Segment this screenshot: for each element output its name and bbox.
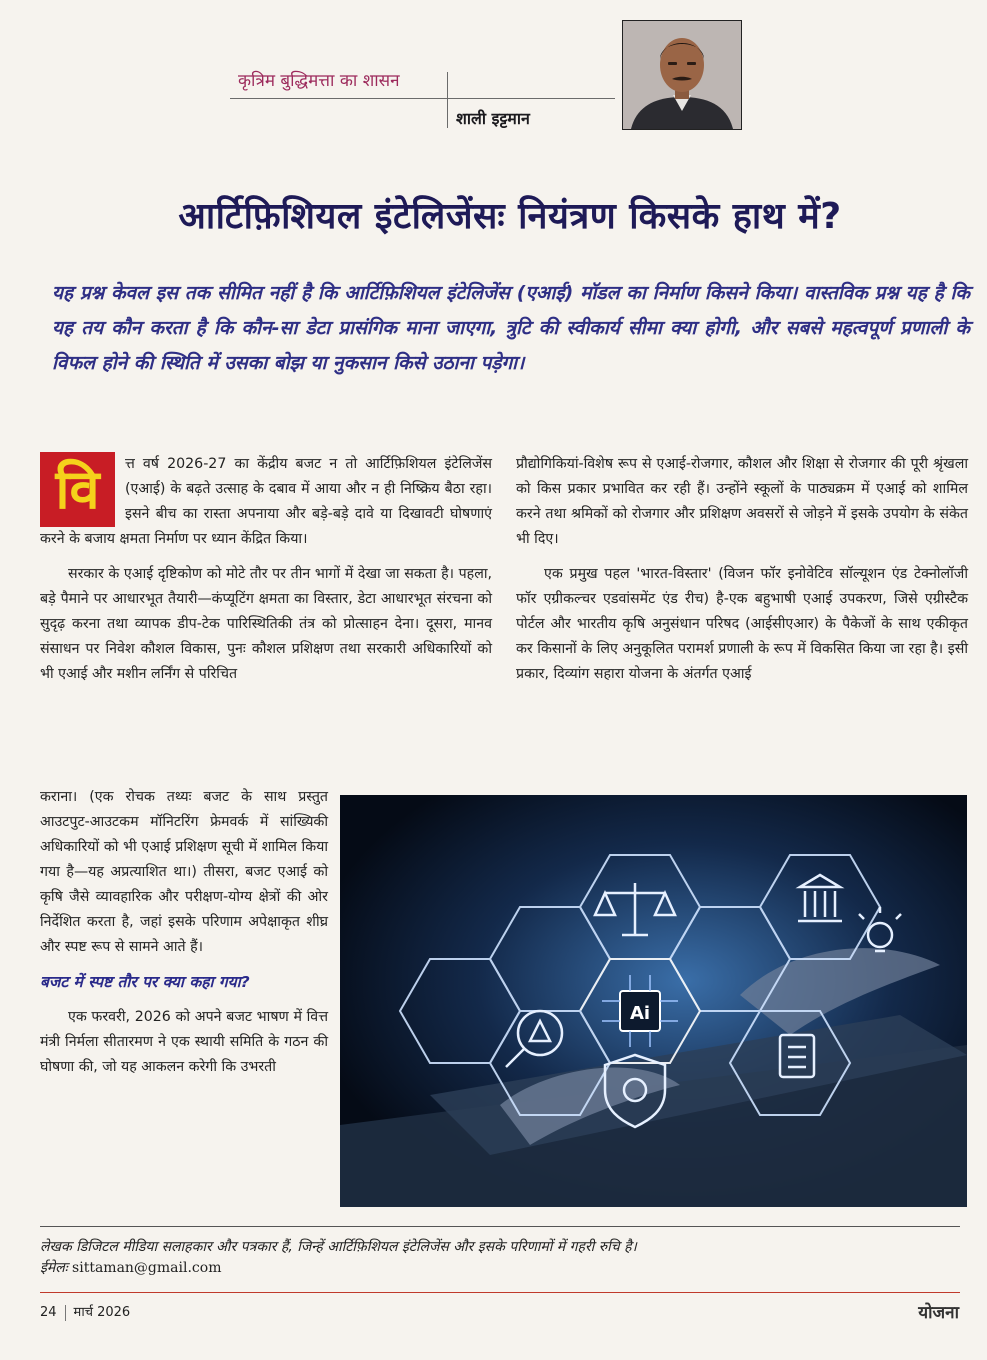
paragraph-2-continued: कराना। (एक रोचक तथ्यः बजट के साथ प्रस्तुत आउटपुट-आउटकम मॉनिटरिंग फ्रेमवर्क में सांख्यिकी अधिकारियों को भी एआई प्रशिक्षण सूची में शामिल किया गया है—यह अप्रत्याशित था।) तीसरा, बजट एआई को कृषि जैसे व्यावहारिक और परीक्षण-योग्य क्षेत्रों की ओर निर्देशित करता है, जहां इसके परिणाम अपेक्षाकृत शीघ्र और स्पष्ट रूप से सामने आते हैं। bbox=[40, 789, 328, 955]
author-photo bbox=[622, 20, 742, 130]
section-subheading: बजट में स्पष्ट तौर पर क्या कहा गया? bbox=[40, 973, 250, 991]
article-headline: आर्टिफ़िशियल इंटेलिजेंसः नियंत्रण किसके हाथ में? bbox=[178, 196, 842, 237]
ai-chip-label: Ai bbox=[629, 1003, 651, 1024]
article-standfirst: यह प्रश्न केवल इस तक सीमित नहीं है कि आर्टिफ़िशियल इंटेलिजेंस (एआई) मॉडल का निर्माण किसने किया। वास्तविक प्रश्न यह है कि यह तय कौन करता है कि कौन-सा डेटा प्रासंगिक माना जाएगा, त्रुटि की स्वीकार्य सीमा क्या होगी, और सबसे महत्वपूर्ण प्रणाली के विफल होने की स्थिति में उसका बोझ या नुकसान किसे उठाना पड़ेगा। bbox=[52, 282, 970, 374]
header-divider bbox=[230, 98, 615, 99]
author-bio: लेखक डिजिटल मीडिया सलाहकार और पत्रकार हैं, जिन्हें आर्टिफ़िशियल इंटेलिजेंस और इसके परिणामों में गहरी रुचि है। bbox=[40, 1239, 637, 1255]
footer-divider bbox=[40, 1292, 960, 1293]
paragraph-1 bbox=[40, 452, 492, 552]
right-column bbox=[516, 452, 968, 697]
bio-divider bbox=[40, 1226, 960, 1227]
magazine-name: योजना bbox=[918, 1303, 959, 1323]
header-vertical-divider bbox=[447, 72, 448, 128]
paragraph-2: सरकार के एआई दृष्टिकोण को मोटे तौर पर तीन भागों में देखा जा सकता है। पहला, बड़े पैमाने पर आधारभूत तैयारी—कंप्यूटिंग क्षमता का विस्तार, डेटा आधारभूत संरचना को सुदृढ़ करना तथा व्यापक डीप-टेक पारिस्थितिकी तंत्र को प्रोत्साहन देना। दूसरा, मानव संसाधन पर निवेश कौशल विकास, पुनः कौशल प्रशिक्षण तथा सरकारी अधिकारियों को भी एआई और मशीन लर्निंग से परिचित bbox=[40, 566, 492, 682]
page-number: 24 bbox=[40, 1305, 57, 1320]
left-column bbox=[40, 452, 492, 697]
page-footer bbox=[40, 1302, 130, 1321]
author-portrait-icon bbox=[623, 21, 741, 129]
paragraph-3: एक फरवरी, 2026 को अपने बजट भाषण में वित्त मंत्री निर्मला सीतारमण ने एक स्थायी समिति के गठन की घोषणा की, जो यह आकलन करेगी कि उभरती bbox=[40, 1009, 328, 1075]
email-label: ईमेलः bbox=[40, 1260, 68, 1276]
dropcap: वि bbox=[40, 452, 115, 527]
right-paragraph-2: एक प्रमुख पहल 'भारत-विस्तार' (विजन फॉर इनोवेटिव सॉल्यूशन एंड टेक्नोलॉजी फॉर एग्रीकल्चर एडवांसमेंट एंड रीच) है-एक बहुभाषी एआई उपकरण, जिसे एग्रीस्टैक पोर्टल और भारतीय कृषि अनुसंधान परिषद (आईसीएआर) के पैकेजों के साथ एकीकृत कर किसानों के लिए अनुकूलित परामर्श प्रणाली के रूप में विकसित किया जा रहा है। इसी प्रकार, दिव्यांग सहारा योजना के अंतर्गत एआई bbox=[516, 566, 968, 682]
issue-date: मार्च 2026 bbox=[73, 1305, 131, 1320]
paragraph-1-text: त्त वर्ष 2026-27 का केंद्रीय बजट न तो आर्टिफ़िशियल इंटेलिजेंस (एआई) के बढ़ते उत्साह के दबाव में आया और न ही निष्क्रिय बैठा रहा। इसने बीच का रास्ता अपनाया और बड़े-बड़े दावे या दिखावटी घोषणाएं करने के बजाय क्षमता निर्माण पर ध्यान केंद्रित किया। bbox=[40, 456, 492, 547]
ai-illustration bbox=[340, 795, 967, 1207]
footer-separator bbox=[65, 1305, 66, 1321]
author-email bbox=[40, 1258, 221, 1277]
email-link[interactable]: sittaman@gmail.com bbox=[72, 1260, 222, 1276]
right-paragraph-1: प्रौद्योगिकियां-विशेष रूप से एआई-रोजगार, कौशल और शिक्षा से रोजगार की पूरी श्रृंखला को किस प्रकार प्रभावित कर रही हैं। उन्होंने स्कूलों के पाठ्यक्रम में एआई को शामिल करने तथा श्रमिकों को रोजगार और प्रशिक्षण अवसरों से जोड़ने में इसके उपयोग के संकेत भी दिए। bbox=[516, 456, 968, 547]
section-tag: कृत्रिम बुद्धिमत्ता का शासन bbox=[238, 71, 400, 91]
author-name: शाली इट्टमान bbox=[456, 109, 530, 128]
left-column-lower bbox=[40, 785, 328, 1090]
ai-governance-image bbox=[340, 795, 967, 1207]
